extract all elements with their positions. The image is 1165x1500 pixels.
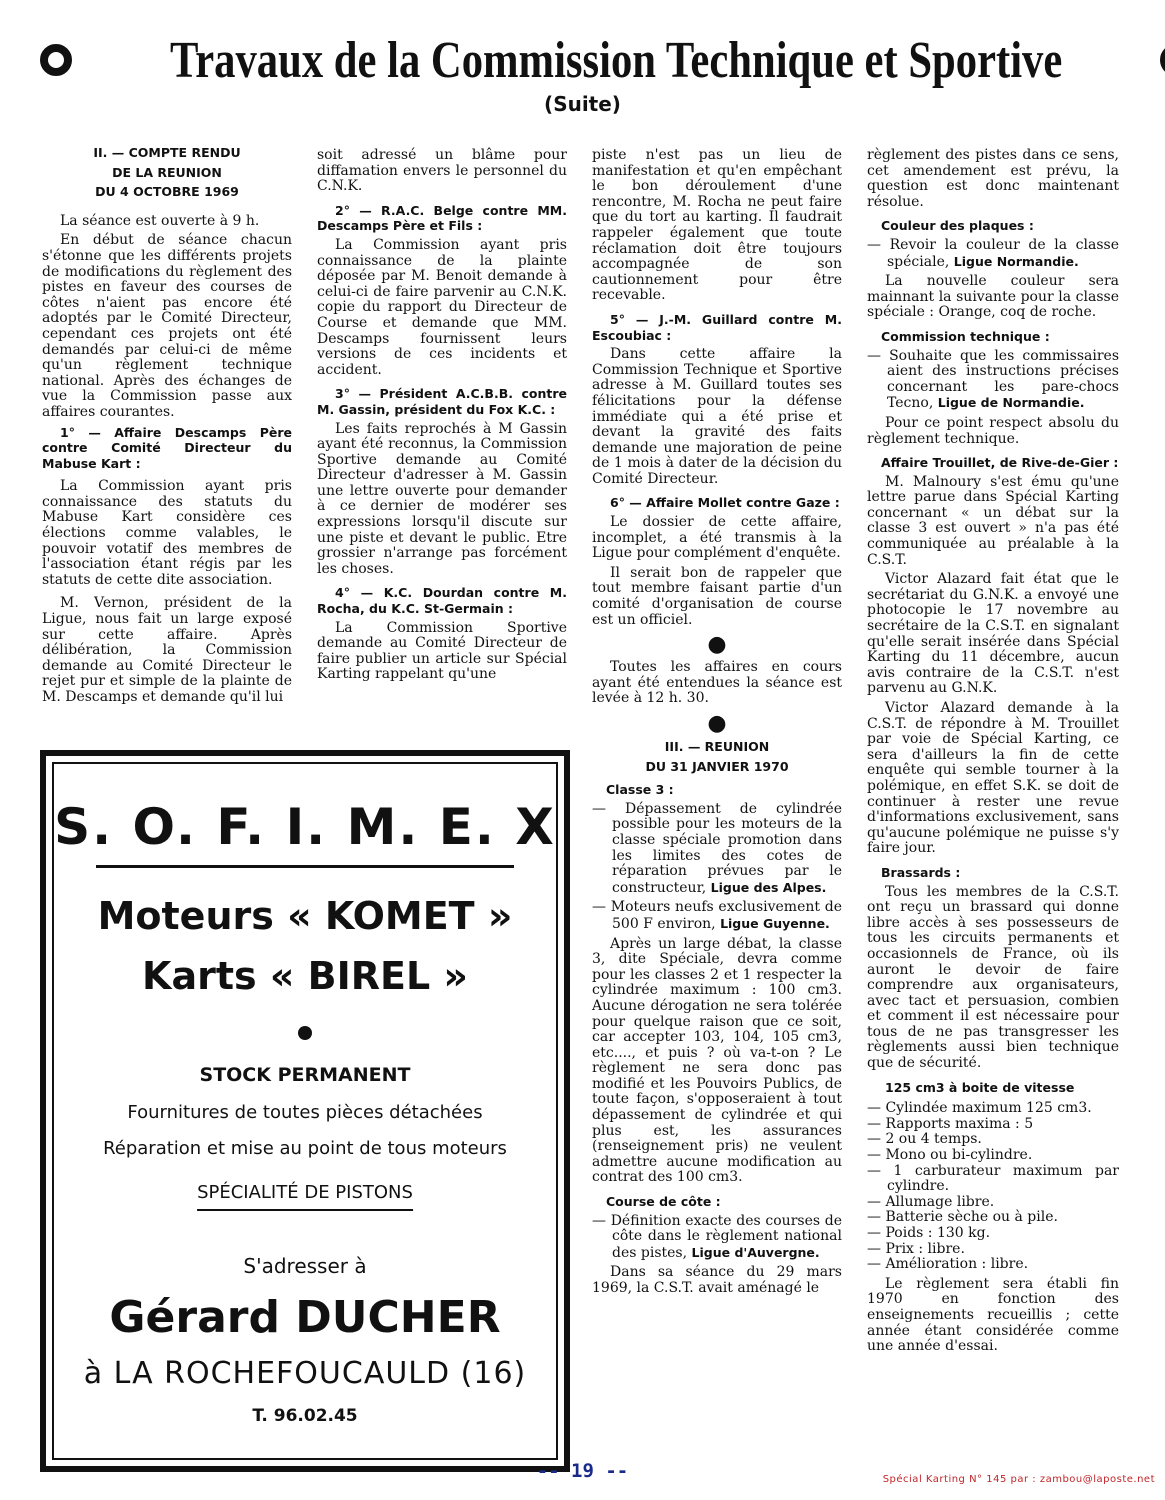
subheading: Course de côte : (606, 1194, 721, 1210)
case-heading: 4° — K.C. Dourdan contre M. Rocha, du K.C. St-Germain : (317, 585, 567, 617)
paragraph: Le règlement sera établi fin 1970 en fonction des enseignements recueillis ; cette année étant considérée comme une année d'essai. (867, 1275, 1119, 1355)
subheading: Classe 3 : (606, 782, 674, 798)
case-heading: 5° — J.-M. Guillard contre M. Escoubiac : (592, 311, 842, 343)
list-item: — Rapports maxima : 5 (867, 1115, 1034, 1132)
page-subtitle: (Suite) (544, 92, 621, 116)
ad-contact-phone: T. 96.02.45 (252, 1406, 358, 1426)
list-item-text: — Définition exacte des courses de côte dans le règlement national des pistes, (592, 1212, 842, 1261)
column-4 (867, 148, 1119, 1359)
paragraph: La Commission Sportive demande au Comité Directeur de faire publier un article sur Spécial Karting rappelant qu'une (317, 619, 567, 683)
ad-contact-name: Gérard DUCHER (109, 1292, 501, 1343)
list-item (867, 238, 1119, 270)
league-name: Ligue d'Auvergne. (691, 1244, 820, 1260)
paragraph: Dans sa séance du 29 mars 1969, la C.S.T. avait aménagé le (592, 1264, 842, 1296)
paragraph: Victor Alazard demande à la C.S.T. de répondre à M. Trouillet par voie de Spécial Karting, ce sera d'ailleurs la fin de cette enquête qui semble tourner à la polémique, en effet S.K. se doit de continuer à rester une revue d'informations exclusivement, sans qu'aucune polémique ne puisse s'y faire jour. (867, 700, 1119, 857)
paragraph: La Commission ayant pris connaissance de la plainte déposée par M. Benoit demande à celui-ci de faire parvenir au C.N.K. copie du rapport du Directeur de Course et demande que MM. Descamps fournissent leurs versions de ces incidents et accident. (317, 236, 567, 378)
ad-contact-city: à LA ROCHEFOUCAULD (16) (83, 1356, 527, 1391)
paragraph: La séance est ouverte à 9 h. (60, 212, 260, 229)
list-item-text: — Revoir la couleur de la classe spéciale, (867, 236, 1119, 270)
section-heading: III. — REUNION (664, 739, 770, 754)
subheading: 125 cm3 à boite de vitesse (885, 1079, 1075, 1095)
bullet-dot-icon (298, 1026, 312, 1040)
paragraph: Toutes les affaires en cours ayant été entendues la séance est levée à 12 h. 30. (592, 659, 842, 707)
case-heading: 6° — Affaire Mollet contre Gaze : (610, 495, 840, 511)
paragraph: Après un large débat, la classe 3, dite Spéciale, devra comme pour les classes 2 et 1 respecter la cylindrée maximum : 100 cm3. Aucune dérogation ne sera tolérée pour quelque raison que ce soit, car accepter 103, 104, 105 cm3, etc...., et puis ? où va-t-on ? Le règlement ne sera donc pas modifié et les Pouvoirs Publics, de toute façon, s'opposeraient à tout dépassement de cylindrée et qui plus est, les assurances (renseignement pris) ne veulent admettre aucune modification au contrat des 100 cm3. (592, 935, 842, 1186)
page-title: Travaux de la Commission Technique et Sportive (169, 31, 1063, 89)
bullet-left-icon (40, 44, 72, 76)
league-name: Ligue Normandie. (953, 253, 1079, 269)
ad-headline: Karts « BIREL » (142, 954, 468, 998)
list-item: — Prix : libre. (867, 1240, 965, 1257)
list-item (592, 802, 842, 897)
ad-service: Fournitures de toutes pièces détachées (127, 1102, 483, 1123)
case-heading: 3° — Président A.C.B.B. contre M. Gassin, président du Fox K.C. : (317, 386, 567, 417)
subheading: Affaire Trouillet, de Rive-de-Gier : (881, 455, 1119, 471)
ad-contact-label: S'adresser à (243, 1254, 367, 1278)
list-item (592, 1214, 842, 1262)
advertisement (40, 750, 570, 1472)
paragraph: piste n'est pas un lieu de manifestation et qu'en empêchant le bon déroulement d'une rencontre, M. Rocha ne peut faire que du tort au karting. Il faudrait rappeler également que toute réclamation doit être toujours accompagnée de son cautionnement pour être recevable. (592, 147, 842, 304)
list-item: — Cylindée maximum 125 cm3. (867, 1100, 1092, 1117)
list-item (867, 349, 1119, 412)
league-name: Ligue de Normandie. (937, 395, 1085, 411)
subheading: Brassards : (881, 864, 961, 880)
paragraph: M. Malnoury s'est ému qu'une lettre parue dans Spécial Karting concernant « un débat sur la classe 3 est ouvert » n'a pas été communiquée au préalable à la C.S.T. (867, 473, 1119, 568)
ad-headline: Moteurs « KOMET » (97, 894, 513, 938)
section-heading: DU 31 JANVIER 1970 (645, 758, 789, 774)
paragraph: Il serait bon de rappeler que tout membre faisant partie d'un comité d'organisation de course est un officiel. (592, 564, 842, 628)
case-heading: 2° — R.A.C. Belge contre MM. Descamps Père et Fils : (317, 202, 567, 234)
ad-service: Réparation et mise au point de tous moteurs (103, 1138, 507, 1159)
list-item: — Poids : 130 kg. (867, 1225, 991, 1241)
list-item (592, 900, 842, 932)
separator-dot-icon: ● (707, 711, 727, 736)
paragraph: Victor Alazard fait état que le secrétariat du G.N.K. a envoyé une photocopie le 17 novembre au secrétaire de la C.S.T. en signalant qu'elle serait insérée dans Spécial Karting du 11 décembre, aucun avis contraire de la C.S.T. n'est parvenu au G.N.K. (867, 571, 1119, 697)
paragraph: M. Vernon, président de la Ligue, nous fait un large exposé sur cette affaire. Après délibération, la Commission demande au Comité Directeur le rejet pur et simple de la plainte de M. Descamps et demande qu'il lui (42, 595, 292, 705)
paragraph: Pour ce point respect absolu du règlement technique. (867, 414, 1119, 447)
league-name: Ligue Guyenne. (720, 915, 830, 931)
page-number: -- 19 -- (536, 1460, 629, 1482)
list-item: — 2 ou 4 temps. (867, 1131, 982, 1148)
list-item: — Batterie sèche ou à pile. (867, 1209, 1058, 1226)
page-title-row (40, 30, 1125, 90)
list-item: — Mono ou bi-cylindre. (867, 1147, 1033, 1164)
paragraph: La Commission ayant pris connaissance des statuts du Mabuse Kart considère ces élections comme valables, le pouvoir votatif des membres de l'association étant régis par les statuts de cette dite association. (42, 478, 292, 588)
section-heading: DU 4 OCTOBRE 1969 (95, 184, 239, 200)
paragraph: En début de séance chacun s'étonne que les différents projets de modifications du règlement des pistes en faveur des courses de côtes n'aient pas encore été adoptés par le Comité Directeur, cependant ces projets ont été demandés par celui-ci de même qu'un règlement technique national. Après des échanges de vue la Commission passe aux affaires courantes. (42, 232, 292, 420)
list-item-text: — Moteurs neufs exclusivement de 500 F environ, (592, 899, 842, 932)
bullet-right-icon (1160, 44, 1165, 76)
column-2 (317, 148, 567, 687)
list-item-text: — Dépassement de cylindrée possible pour les moteurs de la classe spéciale promotion dans les limites des cotes de réparation prévues par le constructeur, (592, 800, 842, 896)
list-item: — Amélioration : libre. (867, 1256, 1029, 1273)
ad-stock: STOCK PERMANENT (199, 1064, 411, 1086)
paragraph: Dans cette affaire la Commission Technique et Sportive adresse à M. Guillard toutes ses félicitations pour la défense immédiate qui a été prise et devant la gravité des faits demande une majoration de peine de 1 mois à dater de la décision du Comité Directeur. (592, 346, 842, 487)
list-item-text: — Souhaite que les commissaires aient des instructions précises concernant les pare-chocs Tecno, (867, 347, 1119, 412)
paragraph: La nouvelle couleur sera mainnant la suivante pour la classe spéciale : Orange, coq de roche. (867, 273, 1119, 321)
column-3 (592, 148, 842, 1301)
case-heading: 1° — Affaire Descamps Père contre Comité Directeur du Mabuse Kart : (42, 424, 292, 471)
paragraph: Tous les membres de la C.S.T. ont reçu un brassard qui donne libre accès à ses possesseurs de tous les circuits permanents et occasionnels de France, où ils auront le devoir de faire comprendre aux organisateurs, avec tact et persuasion, combien et comment il est nécessaire pour tous de ne pas transgresser les règlements aussi bien technique que de sécurité. (867, 883, 1119, 1072)
subheading: Couleur des plaques : (881, 218, 1034, 234)
paragraph: soit adressé un blâme pour diffamation envers le personnel du C.N.K. (317, 147, 567, 195)
subheading: Commission technique : (881, 328, 1050, 344)
list-item: — Allumage libre. (867, 1193, 995, 1210)
section-heading: DE LA REUNION (112, 164, 222, 180)
column-1 (42, 145, 292, 710)
paragraph: Le dossier de cette affaire, incomplet, a été transmis à la Ligue pour complément d'enquête. (592, 514, 842, 562)
ad-brand: S. O. F. I. M. E. X (54, 798, 556, 856)
league-name: Ligue des Alpes. (710, 879, 827, 895)
ad-divider (96, 865, 514, 868)
separator-dot-icon: ● (707, 632, 727, 658)
list-item: — 1 carburateur maximum par cylindre. (867, 1162, 1119, 1195)
paragraph: règlement des pistes dans ce sens, cet amendement est prévu, la question est donc maintenant résolue. (867, 147, 1119, 210)
footer-credit: Spécial Karting N° 145 par : zambou@laposte.net (882, 1474, 1155, 1485)
section-heading: II. — COMPTE RENDU (93, 145, 241, 160)
paragraph: Les faits reprochés à M Gassin ayant été reconnus, la Commission Sportive demande au Comité Directeur d'adresser à M. Gassin une lettre ouverte pour demander à ce dernier de modérer ses expressions lorsqu'il discute sur une piste et devant le public. Etre grossier n'arrange pas forcément les choses. (317, 420, 567, 577)
ad-specialty: SPÉCIALITÉ DE PISTONS (197, 1182, 413, 1211)
advertisement-frame (52, 762, 558, 1460)
